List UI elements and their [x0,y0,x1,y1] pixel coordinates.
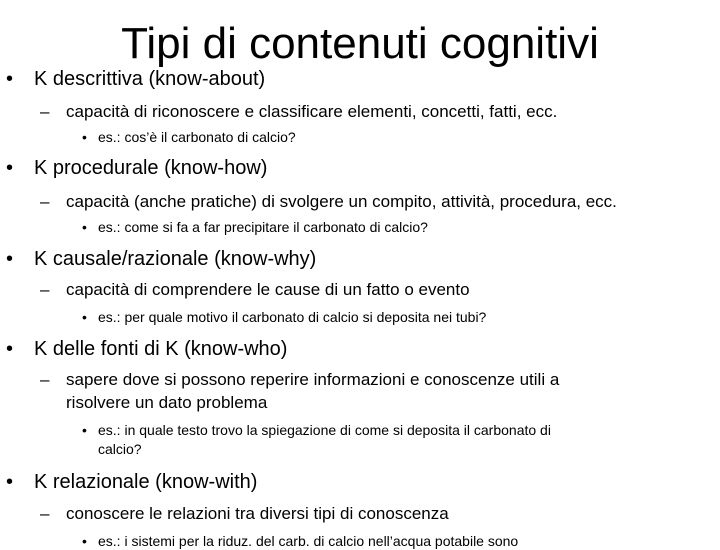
item-heading-relazionale: K relazionale (know-with) [34,471,258,493]
item-example: es.: per quale motivo il carbonato di calcio si deposita nei tubi? [98,309,487,325]
item-example: es.: cos’è il carbonato di calcio? [98,129,296,145]
item-heading-causale: K causale/razionale (know-why) [34,248,317,270]
bullet-marker: • [82,309,87,325]
item-description: capacità (anche pratiche) di svolgere un compito, attività, procedura, ecc. [66,192,617,211]
bullet-marker: • [6,68,14,90]
item-description: capacità di comprendere le cause di un fatto o evento [66,280,470,299]
bullet-marker: • [6,471,14,493]
bullet-marker: • [82,219,87,235]
item-example: es.: come si fa a far precipitare il carbonato di calcio? [98,219,428,235]
item-heading-fonti: K delle fonti di K (know-who) [34,338,288,360]
bullet-marker: • [6,248,14,270]
bullet-marker: • [82,422,87,438]
bullet-marker: • [6,338,14,360]
item-example-cut-off: es.: i sistemi per la riduz. del carb. di calcio nell’acqua potabile sono [98,533,519,549]
item-description-line-1: sapere dove si possono reperire informazioni e conoscenze utili a [66,370,560,389]
item-description: conoscere le relazioni tra diversi tipi di conoscenza [66,504,449,523]
dash-marker: – [40,192,50,211]
dash-marker: – [40,102,50,121]
item-description: capacità di riconoscere e classificare elementi, concetti, fatti, ecc. [66,102,558,121]
item-example-line-1: es.: in quale testo trovo la spiegazione di come si deposita il carbonato di [98,422,551,438]
item-heading-procedurale: K procedurale (know-how) [34,157,268,179]
dash-marker: – [40,504,50,523]
dash-marker: – [40,280,50,299]
dash-marker: – [40,370,50,389]
item-example-line-2: calcio? [98,441,142,457]
bullet-marker: • [82,129,87,145]
bullet-marker: • [6,157,14,179]
bullet-marker: • [82,533,87,549]
item-description-line-2: risolvere un dato problema [66,393,268,412]
item-heading-descrittiva: K descrittiva (know-about) [34,68,266,90]
slide-title: Tipi di contenuti cognitivi [121,19,599,68]
